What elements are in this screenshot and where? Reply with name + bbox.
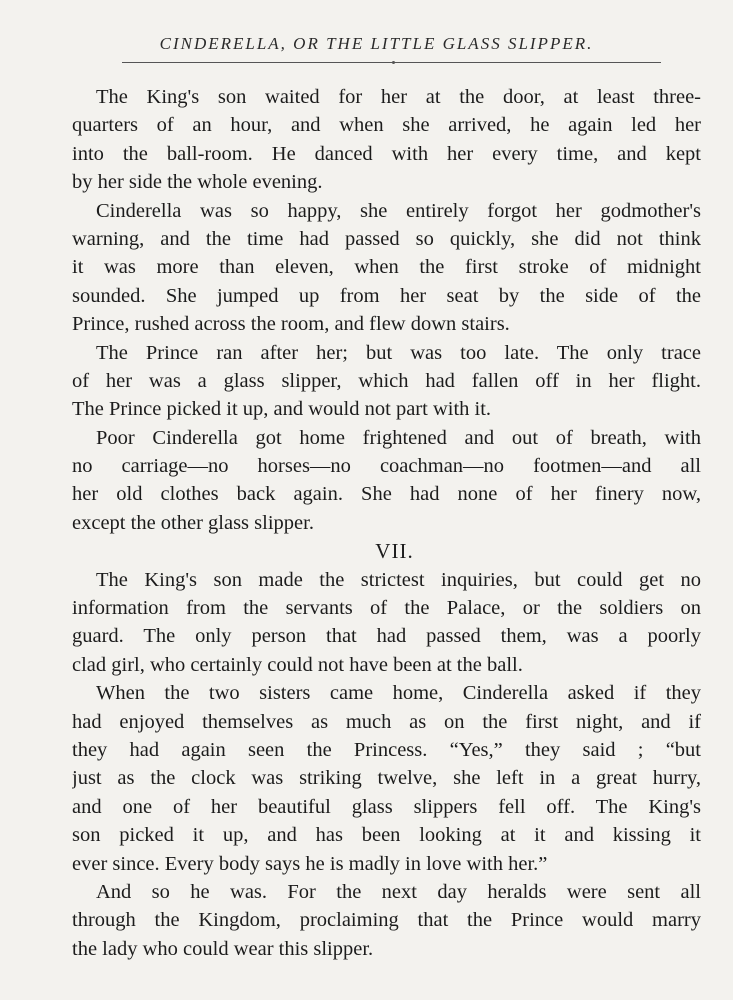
text-line: they had again seen the Princess. “Yes,” they said ; “but: [72, 738, 701, 761]
text-line: clad girl, who certainly could not have been at the ball.: [72, 653, 523, 676]
text-line: The King's son waited for her at the door, at least three-: [96, 86, 701, 108]
text-line: quarters of an hour, and when she arrived, he again led her: [72, 114, 701, 137]
text-line: no carriage—no horses—no coachman—no footmen—and all: [72, 455, 701, 478]
text-line: And so he was. For the next day heralds were sent all: [96, 880, 701, 903]
text-line: into the ball-room. He danced with her every time, and kept: [72, 142, 701, 165]
text-line: it was more than eleven, when the first stroke of midnight: [72, 256, 701, 279]
text-line: and one of her beautiful glass slippers fell off. The King's: [72, 795, 701, 818]
text-line: except the other glass slipper.: [72, 511, 314, 534]
text-line: through the Kingdom, proclaiming that the Prince would marry: [72, 909, 701, 932]
running-head: CINDERELLA, OR THE LITTLE GLASS SLIPPER.: [159, 34, 594, 53]
text-line: had enjoyed themselves as much as on the first night, and if: [72, 710, 701, 733]
text-line: just as the clock was striking twelve, she left in a great hurry,: [72, 767, 701, 790]
text-line: son picked it up, and has been looking at it and kissing it: [72, 824, 701, 847]
paragraphs-after-chapter: [72, 566, 701, 963]
text-line: by her side the whole evening.: [72, 171, 323, 194]
text-line: ever since. Every body says he is madly in love with her.”: [72, 852, 548, 875]
text-line: Poor Cinderella got home frightened and out of breath, with: [96, 426, 701, 449]
text-line: The Prince ran after her; but was too late. The only trace: [96, 341, 701, 364]
paragraph: [72, 566, 701, 680]
text-line: warning, and the time had passed so quickly, she did not think: [72, 227, 701, 250]
text-line: Cinderella was so happy, she entirely forgot her godmother's: [96, 199, 701, 222]
paragraph: [72, 197, 701, 339]
text-line: her old clothes back again. She had none of her finery now,: [72, 483, 701, 506]
text-line: the lady who could wear this slipper.: [72, 937, 374, 960]
text-line: The King's son made the strictest inquiries, but could get no: [96, 568, 701, 591]
paragraph: [72, 83, 701, 197]
paragraph: [72, 878, 701, 963]
text-line: The Prince picked it up, and would not part with it.: [72, 398, 492, 421]
header-rule: [122, 62, 661, 63]
chapter-heading: VII.: [375, 539, 414, 564]
text-line: sounded. She jumped up from her seat by the side of the: [72, 284, 701, 307]
paragraph: [72, 424, 701, 538]
paragraph: [72, 679, 701, 878]
rule-ornament: [392, 61, 395, 64]
paragraph: [72, 339, 701, 424]
text-line: information from the servants of the Palace, or the soldiers on: [72, 597, 701, 620]
text-line: When the two sisters came home, Cinderella asked if they: [96, 682, 701, 705]
text-line: Prince, rushed across the room, and flew down stairs.: [72, 313, 510, 336]
body-text: [72, 83, 701, 963]
paragraphs-before-chapter: [72, 83, 701, 537]
text-line: guard. The only person that had passed them, was a poorly: [72, 625, 701, 648]
text-line: of her was a glass slipper, which had fallen off in her flight.: [72, 369, 701, 392]
